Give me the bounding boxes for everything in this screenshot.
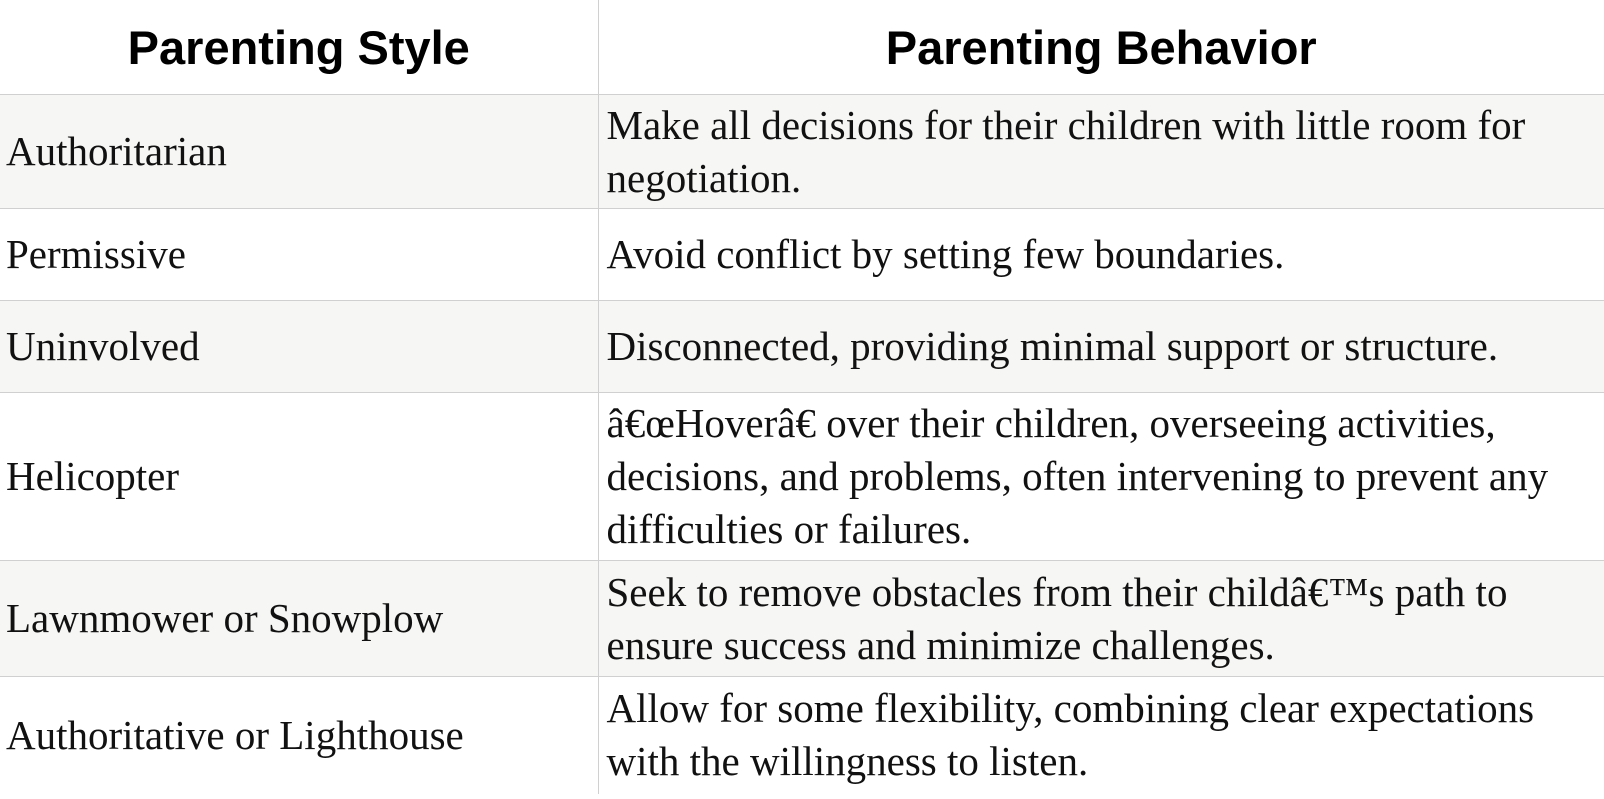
- table-row: [0, 209, 1604, 301]
- behavior-cell: Allow for some flexibility, combining clear expectations with the willingness to listen.: [598, 677, 1604, 794]
- table-row: [0, 561, 1604, 677]
- behavior-cell: Avoid conflict by setting few boundaries.: [598, 209, 1604, 301]
- style-cell: Lawnmower or Snowplow: [0, 561, 598, 677]
- behavior-cell: Seek to remove obstacles from their childâ€™s path to ensure success and minimize challenges.: [598, 561, 1604, 677]
- table-row: [0, 95, 1604, 209]
- header-parenting-behavior: Parenting Behavior: [598, 0, 1604, 95]
- header-parenting-style: Parenting Style: [0, 0, 598, 95]
- table-row: [0, 301, 1604, 393]
- table-header-row: [0, 0, 1604, 95]
- table-row: [0, 393, 1604, 561]
- style-cell: Helicopter: [0, 393, 598, 561]
- table-row: [0, 677, 1604, 794]
- behavior-cell: Disconnected, providing minimal support or structure.: [598, 301, 1604, 393]
- style-cell: Uninvolved: [0, 301, 598, 393]
- behavior-cell: Make all decisions for their children with little room for negotiation.: [598, 95, 1604, 209]
- style-cell: Permissive: [0, 209, 598, 301]
- style-cell: Authoritative or Lighthouse: [0, 677, 598, 794]
- behavior-cell: â€œHoverâ€ over their children, overseeing activities, decisions, and problems, often intervening to prevent any difficulties or failures.: [598, 393, 1604, 561]
- style-cell: Authoritarian: [0, 95, 598, 209]
